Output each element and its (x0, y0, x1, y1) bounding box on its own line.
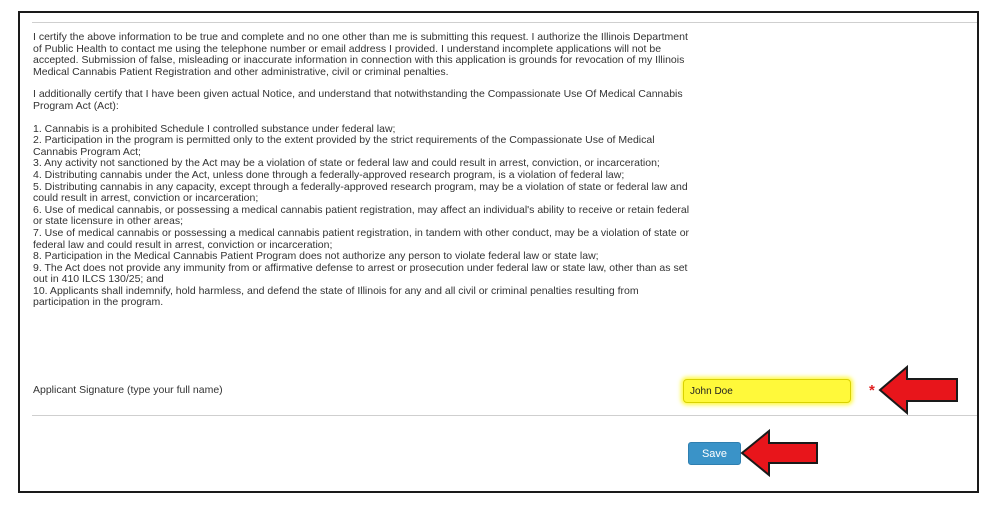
notice-paragraph: I additionally certify that I have been given actual Notice, and understand that notwithstanding the Compassionate Use Of Medical Cannabis Program Act (Act): (33, 88, 683, 112)
list-item: 6. Use of medical cannabis, or possessing a medical cannabis patient registration, may affect an individual's ability to receive or retain federal or state licensure in other areas; (33, 203, 690, 228)
list-item: 3. Any activity not sanctioned by the Act may be a violation of state or federal law and could result in arrest, conviction, or incarceration; (33, 157, 660, 170)
top-divider (32, 22, 977, 23)
red-left-arrow-icon (877, 364, 961, 416)
signature-input[interactable] (683, 379, 851, 403)
certification-paragraph: I certify the above information to be true and complete and no one other than me is submitting this request. I authorize the Illinois Department of Public Health to contact me using the telephone number or email address I provided. I understand incomplete applications will not be accepted. Submission of false, misleading or inaccurate information in connection with this application is grounds for revocation of my Illinois Medical Cannabis Patient Registration and other administrative, civil or criminal penalties. (33, 31, 688, 78)
certification-text (33, 32, 693, 309)
certification-panel (18, 11, 979, 493)
required-marker: * (869, 382, 875, 399)
list-item: 10. Applicants shall indemnify, hold harmless, and defend the state of Illinois for any and all civil or criminal penalties resulting from participation in the program. (33, 284, 639, 309)
list-item: 9. The Act does not provide any immunity from or affirmative defense to arrest or prosecution under federal law or state law, other than as set out in 410 ILCS 130/25; and (33, 261, 688, 286)
list-item: 5. Distributing cannabis in any capacity, except through a federally-approved research program, may be a violation of state or federal law and could result in arrest, conviction or incarceration; (33, 180, 688, 205)
list-item: 7. Use of medical cannabis or possessing a medical cannabis patient registration, in tandem with other conduct, may be a violation of state or federal law and could result in arrest, conviction or incarceration; (33, 226, 690, 251)
list-item: 2. Participation in the program is permitted only to the extent provided by the strict requirements of the Compassionate Use of Medical Cannabis Program Act; (33, 134, 655, 158)
section-divider (32, 415, 977, 416)
red-left-arrow-icon (739, 428, 821, 478)
save-button[interactable]: Save (688, 442, 741, 465)
signature-label: Applicant Signature (type your full name) (33, 384, 223, 396)
list-item: 8. Participation in the Medical Cannabis Patient Program does not authorize any person to violate federal law or state law; (33, 250, 599, 263)
notice-list (33, 124, 693, 310)
list-item: 1. Cannabis is a prohibited Schedule I controlled substance under federal law; (33, 122, 396, 135)
list-item: 4. Distributing cannabis under the Act, unless done through a federally-approved research program, is a violation of federal law; (33, 168, 625, 181)
